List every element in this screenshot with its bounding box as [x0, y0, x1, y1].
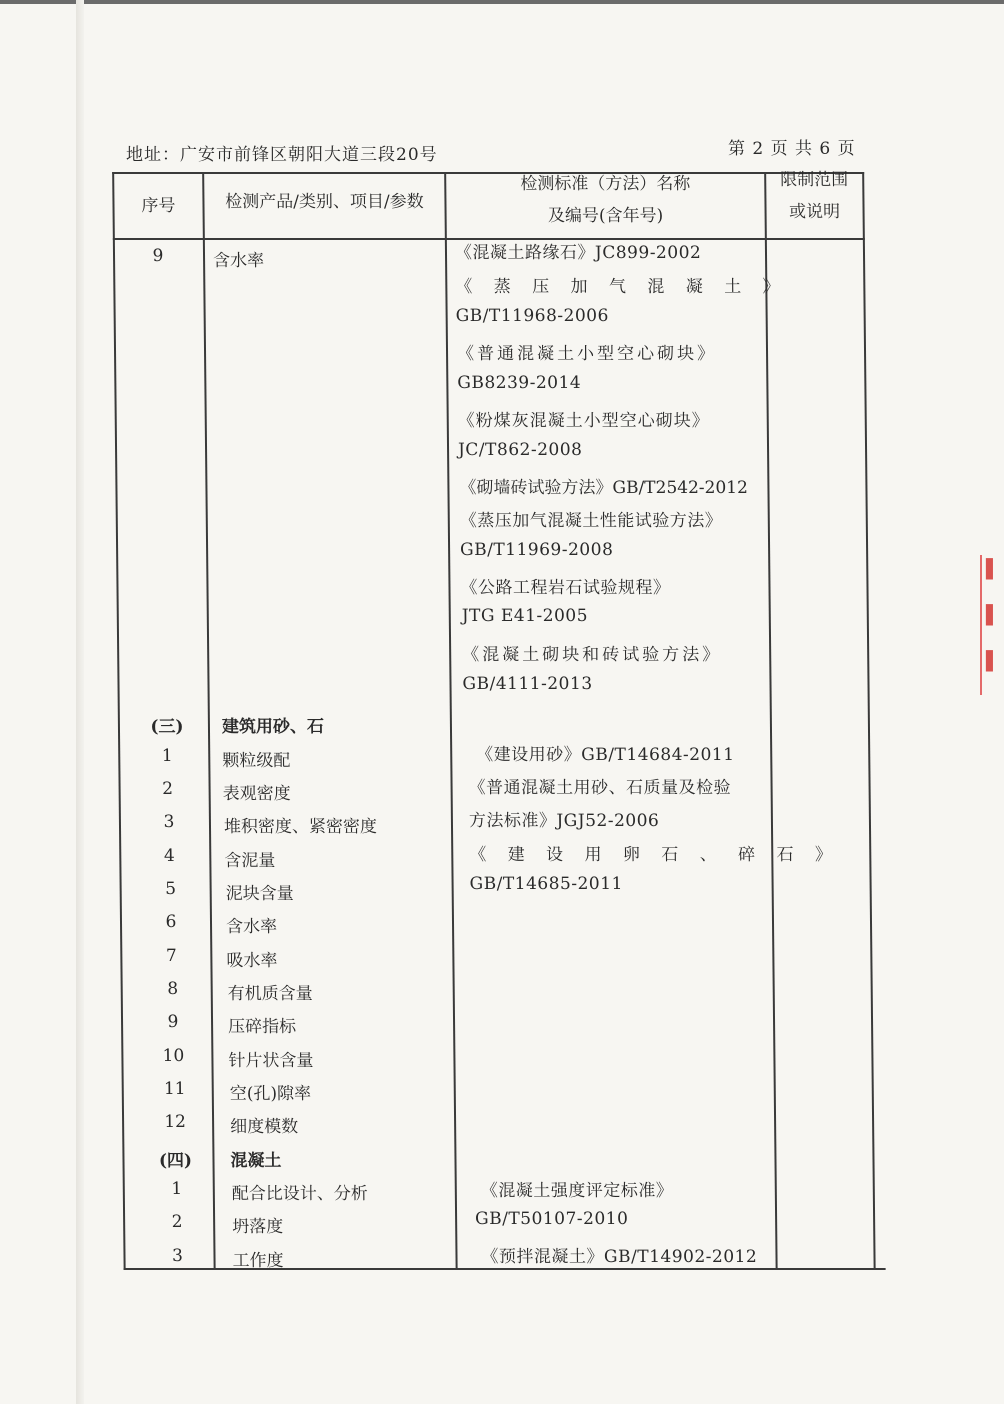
row-seq: 1: [171, 1179, 183, 1199]
row-item: 含水率: [212, 251, 265, 271]
col-header-limit-1: 限制范围: [780, 170, 849, 190]
col-header-standard-2: 及编号(含年号): [547, 206, 664, 226]
page-number: 第 2 页 共 6 页: [728, 139, 856, 159]
row-item: 细度模数: [230, 1117, 299, 1137]
col-header-item: 检测产品/类别、项目/参数: [225, 192, 424, 212]
row-seq: 9: [167, 1012, 179, 1032]
row-item: 含水率: [225, 917, 278, 937]
col-line-3: [764, 172, 777, 1270]
col-header-standard-1: 检测标准（方法）名称: [520, 174, 691, 194]
inspection-table: [112, 158, 876, 1271]
row-seq: 9: [152, 246, 164, 266]
standard-line: JTG E41-2005: [461, 606, 589, 626]
row-seq: 4: [163, 846, 175, 866]
standard-line: GB/T11968-2006: [455, 306, 609, 326]
row-item: 压碎指标: [227, 1017, 297, 1037]
section-seq: (四): [158, 1151, 193, 1171]
standard-line: JC/T862-2008: [457, 440, 583, 460]
section-title: 混凝土: [230, 1151, 282, 1171]
col-line-0: [112, 172, 125, 1270]
row-item: 吸水率: [226, 951, 278, 971]
section-seq: (三): [150, 717, 184, 737]
row-item: 针片状含量: [228, 1051, 314, 1071]
row-item: 配合比设计、分析: [231, 1184, 368, 1204]
row-item: 颗粒级配: [222, 751, 291, 771]
row-item: 坍落度: [232, 1217, 284, 1237]
standard-line: 《混凝土砌块和砖试验方法》: [462, 645, 723, 665]
standard-line: 《公路工程岩石试验规程》: [460, 578, 671, 598]
standard-line: 《混凝土强度评定标准》: [480, 1181, 674, 1201]
col-line-2: [444, 172, 457, 1270]
standard-line: 《 建 设 用 卵 石 、 碎 石 》: [469, 845, 841, 865]
standard-line: GB/4111-2013: [462, 674, 593, 694]
row-seq: 8: [167, 979, 179, 999]
row-seq: 11: [163, 1079, 186, 1099]
row-seq: 5: [165, 879, 177, 899]
standard-line: 《预拌混凝土》GB/T14902-2012: [481, 1247, 758, 1267]
standard-line: 《建设用砂》GB/T14684-2011: [476, 745, 735, 765]
standard-line: 方法标准》JGJ52-2006: [468, 811, 660, 831]
standard-line: GB/T11969-2008: [460, 540, 614, 560]
row-item: 工作度: [232, 1251, 284, 1271]
row-seq: 6: [165, 912, 177, 932]
row-seq: 7: [165, 946, 177, 966]
standard-line: 《混凝土路缘石》JC899-2002: [454, 243, 702, 263]
standard-line: 《普通混凝土小型空心砌块》: [456, 344, 718, 364]
col-line-1: [202, 172, 215, 1270]
row-item: 有机质含量: [227, 984, 313, 1004]
standard-line: 《普通混凝土用砂、石质量及检验: [468, 778, 732, 798]
row-item: 含泥量: [224, 851, 276, 871]
row-seq: 1: [161, 746, 173, 766]
row-seq: 2: [162, 779, 174, 799]
row-seq: 10: [162, 1046, 185, 1066]
standard-line: 《蒸压加气混凝土性能试验方法》: [459, 511, 723, 531]
col-line-4: [862, 172, 875, 1270]
standard-line: 《粉煤灰混凝土小型空心砌块》: [457, 411, 710, 431]
page-fold-shadow: [76, 0, 84, 1404]
row-item: 表观密度: [222, 784, 291, 804]
row-seq: 3: [171, 1246, 184, 1266]
standard-line: GB/T50107-2010: [475, 1209, 629, 1229]
standard-line: GB/T14685-2011: [469, 874, 623, 894]
standard-line: 《砌墙砖试验方法》GB/T2542-2012: [459, 478, 748, 498]
col-header-seq: 序号: [141, 196, 176, 216]
row-seq: 12: [164, 1112, 187, 1132]
row-item: 空(孔)隙率: [229, 1084, 312, 1104]
col-header-limit-2: 或说明: [788, 202, 841, 222]
standard-line: 《 蒸 压 加 气 混 凝 土 》: [455, 277, 788, 297]
standard-line: GB8239-2014: [457, 373, 582, 393]
address-line: 地址：广安市前锋区朝阳大道三段20号: [126, 145, 438, 165]
row-item: 堆积密度、紧密密度: [223, 817, 378, 837]
seal-stamp-fragment: ▌ ▌ ▌: [980, 555, 1004, 695]
row-seq: 2: [171, 1212, 183, 1232]
row-item: 泥块含量: [225, 884, 294, 904]
row-seq: 3: [163, 812, 175, 832]
scan-top-edge: [0, 0, 1004, 4]
section-title: 建筑用砂、石: [221, 717, 325, 737]
